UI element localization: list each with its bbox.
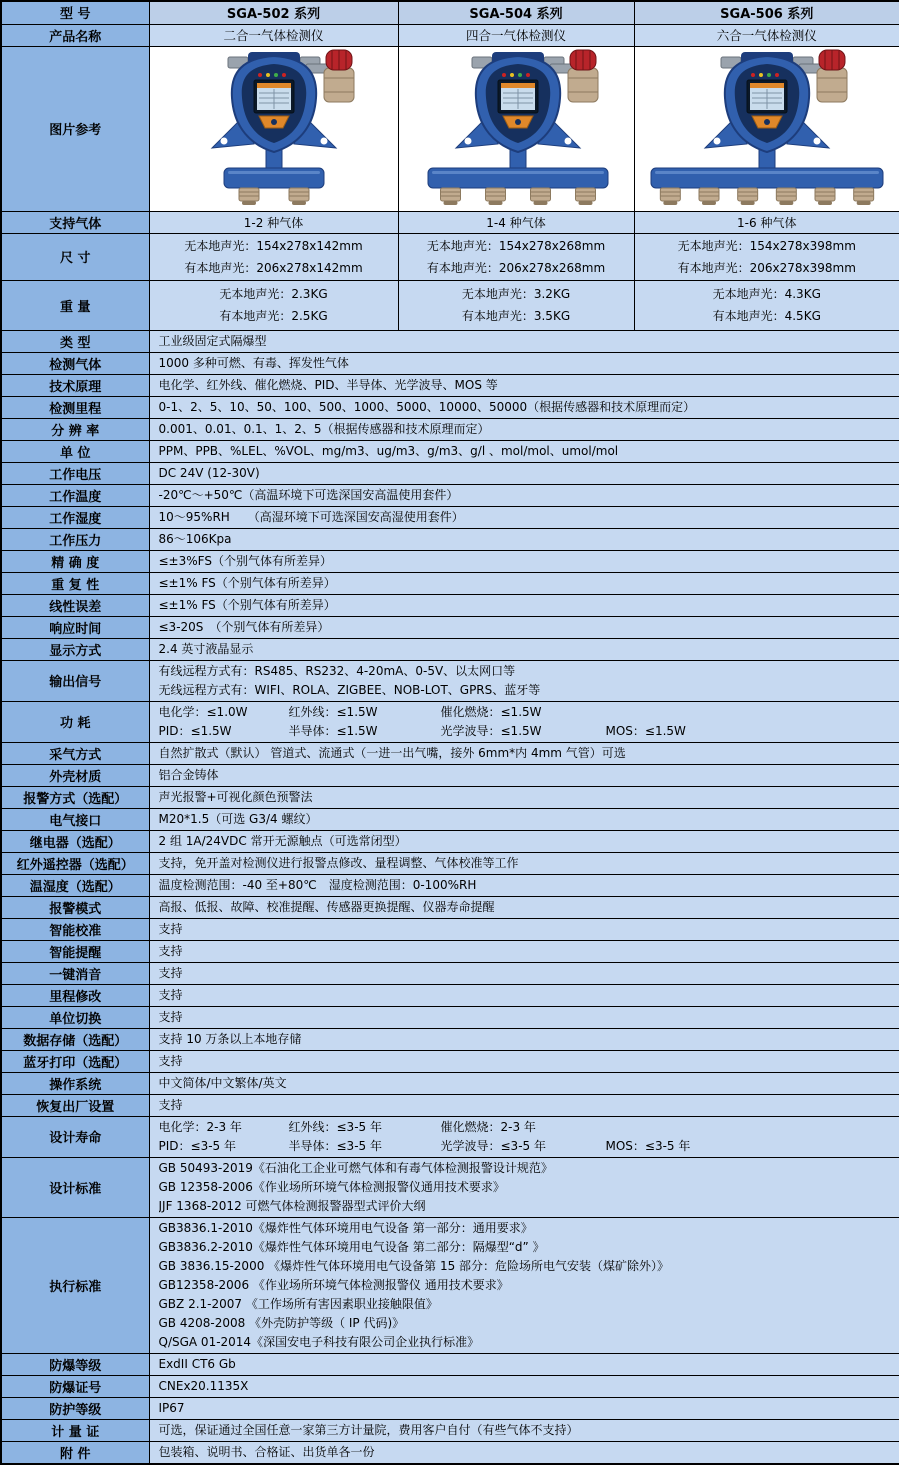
row-value (149, 638, 899, 660)
value-line (159, 1137, 891, 1156)
row-label: 采气方式 (1, 742, 149, 764)
row-label: 继电器（选配） (1, 830, 149, 852)
value-line: 0.001、0.01、0.1、1、2、5（根据传感器和技术原理而定） (158, 421, 490, 436)
weight-row-label: 重 量 (1, 280, 149, 330)
value-line: GB 3836.15-2000 《爆炸性气体环境用电气设备第 15 部分：危险场所电气安装（煤矿除外）》 (158, 1258, 670, 1273)
row-value (149, 1353, 899, 1375)
value-line: 温度检测范围：-40 至+80℃ 湿度检测范围：0-100%RH (158, 877, 477, 892)
product-image-sga-502 (156, 48, 392, 206)
row-value (149, 808, 899, 830)
row-label: 温湿度（选配） (1, 874, 149, 896)
value-line: 支持 (158, 965, 183, 980)
value-line: 支持 10 万条以上本地存储 (158, 1031, 302, 1046)
value-line: GB 50493-2019《石油化工企业可燃气体和有毒气体检测报警设计规范》 (158, 1160, 553, 1175)
table-row (1, 506, 899, 528)
table-row (1, 808, 899, 830)
product-row-label: 产品名称 (1, 24, 149, 46)
value-line: ≤±1% FS（个别气体有所差异） (158, 597, 336, 612)
value-line: 声光报警+可视化颜色预警法 (158, 789, 313, 804)
table-row (1, 1157, 899, 1217)
row-label: 防爆等级 (1, 1353, 149, 1375)
value-segment: 半导体：≤3-5 年 (288, 1138, 382, 1153)
table-row (1, 874, 899, 896)
row-label: 防护等级 (1, 1397, 149, 1419)
row-value (149, 484, 899, 506)
value-segment: PID：≤1.5W (158, 723, 232, 738)
table-row (1, 1094, 899, 1116)
table-row (1, 852, 899, 874)
row-label: 检测气体 (1, 352, 149, 374)
row-value (149, 1375, 899, 1397)
row-label: 工作压力 (1, 528, 149, 550)
gas-row-label: 支持气体 (1, 211, 149, 233)
value-line: 电化学、红外线、催化燃烧、PID、半导体、光学波导、MOS 等 (158, 377, 498, 392)
table-row (1, 1353, 899, 1375)
row-label: 精 确 度 (1, 550, 149, 572)
row-label: 响应时间 (1, 616, 149, 638)
gas-count-2: 1-4 种气体 (398, 211, 634, 233)
value-line: JJF 1368-2012 可燃气体检测报警器型式评价大纲 (158, 1198, 426, 1213)
table-row (1, 1028, 899, 1050)
weight-3 (634, 280, 899, 330)
size-row (1, 233, 899, 280)
table-row (1, 528, 899, 550)
table-row (1, 638, 899, 660)
value-line: 支持，免开盖对检测仪进行报警点修改、量程调整、气体校准等工作 (158, 855, 519, 870)
value-line: 无本地声光：154x278x268mm (426, 238, 606, 253)
value-segment: 红外线：≤3-5 年 (288, 1119, 382, 1134)
row-value (149, 962, 899, 984)
row-label: 智能提醒 (1, 940, 149, 962)
value-line: GB3836.1-2010《爆炸性气体环境用电气设备 第一部分：通用要求》 (158, 1220, 533, 1235)
row-value (149, 418, 899, 440)
row-label: 分 辨 率 (1, 418, 149, 440)
value-line: 包装箱、说明书、合格证、出货单各一份 (158, 1444, 375, 1459)
row-value (149, 616, 899, 638)
value-segment: 电化学：2-3 年 (158, 1119, 242, 1134)
row-label: 输出信号 (1, 660, 149, 701)
row-label: 数据存储（选配） (1, 1028, 149, 1050)
row-label: 计 量 证 (1, 1419, 149, 1441)
row-label: 设计寿命 (1, 1116, 149, 1157)
row-label: 操作系统 (1, 1072, 149, 1094)
row-value (149, 352, 899, 374)
value-segment: 催化燃烧：≤1.5W (440, 704, 542, 719)
row-value (149, 660, 899, 701)
table-row (1, 330, 899, 352)
value-line: 无线远程方式有：WIFI、ROLA、ZIGBEE、NOB-LOT、GPRS、蓝牙等 (158, 682, 541, 697)
value-line: 有线远程方式有：RS485、RS232、4-20mA、0-5V、以太网口等 (158, 663, 516, 678)
row-label: 线性误差 (1, 594, 149, 616)
value-line: DC 24V (12-30V) (158, 465, 260, 480)
row-value (149, 1217, 899, 1353)
value-segment: PID：≤3-5 年 (158, 1138, 236, 1153)
image-row-label: 图片参考 (1, 46, 149, 211)
row-label: 报警模式 (1, 896, 149, 918)
value-segment: MOS：≤3-5 年 (605, 1138, 691, 1153)
value-line: 高报、低报、故障、校准提醒、传感器更换提醒、仪器寿命提醒 (158, 899, 495, 914)
row-value (149, 1094, 899, 1116)
table-row (1, 1441, 899, 1464)
size-row-label: 尺 寸 (1, 233, 149, 280)
row-label: 单 位 (1, 440, 149, 462)
row-label: 电气接口 (1, 808, 149, 830)
value-line: 0-1、2、5、10、50、100、500、1000、5000、10000、50000（根据传感器和技术原理而定） (158, 399, 696, 414)
value-line: 自然扩散式（默认） 管道式、流通式（一进一出气嘴，接外 6mm*内 4mm 气管）可选 (158, 745, 626, 760)
row-value (149, 984, 899, 1006)
table-row (1, 1050, 899, 1072)
row-value (149, 1397, 899, 1419)
image-row (1, 46, 899, 211)
row-value (149, 940, 899, 962)
row-label: 防爆证号 (1, 1375, 149, 1397)
table-row (1, 462, 899, 484)
value-line: -20℃～+50℃（高温环境下可选深国安高温使用套件） (158, 487, 459, 502)
value-line: ≤3-20S （个别气体有所差异） (158, 619, 330, 634)
series-sga-504: SGA-504 系列 (398, 1, 634, 24)
row-label: 附 件 (1, 1441, 149, 1464)
table-row (1, 830, 899, 852)
row-label: 里程修改 (1, 984, 149, 1006)
value-line: Q/SGA 01-2014《深国安电子科技有限公司企业执行标准》 (158, 1334, 480, 1349)
table-row (1, 962, 899, 984)
product-name-1: 二合一气体检测仪 (149, 24, 398, 46)
row-value (149, 918, 899, 940)
value-segment: 光学波导：≤1.5W (440, 723, 542, 738)
image-cell-3 (634, 46, 899, 211)
table-row (1, 701, 899, 742)
table-row (1, 918, 899, 940)
table-row (1, 550, 899, 572)
table-row (1, 1375, 899, 1397)
row-label: 单位切换 (1, 1006, 149, 1028)
row-label: 工作电压 (1, 462, 149, 484)
table-row (1, 374, 899, 396)
row-value (149, 440, 899, 462)
row-label: 蓝牙打印（选配） (1, 1050, 149, 1072)
table-row (1, 484, 899, 506)
row-value (149, 506, 899, 528)
value-line: 支持 (158, 1053, 183, 1068)
value-line: 有本地声光：206x278x268mm (426, 260, 606, 275)
table-row (1, 572, 899, 594)
value-line: 2 组 1A/24VDC 常开无源触点（可选常闭型） (158, 833, 407, 848)
row-value (149, 528, 899, 550)
value-line: ≤±3%FS（个别气体有所差异） (158, 553, 332, 568)
row-value (149, 594, 899, 616)
row-value (149, 1441, 899, 1464)
row-label: 报警方式（选配） (1, 786, 149, 808)
value-line: 支持 (158, 987, 183, 1002)
value-line: 无本地声光：154x278x142mm (184, 238, 363, 253)
row-value (149, 1072, 899, 1094)
model-row-label: 型 号 (1, 1, 149, 24)
table-row (1, 1006, 899, 1028)
value-line: 有本地声光：3.5KG (461, 309, 571, 323)
weight-1 (149, 280, 398, 330)
value-line (159, 722, 891, 741)
value-line: GB 12358-2006《作业场所环境气体检测报警仪通用技术要求》 (158, 1179, 505, 1194)
value-segment: 红外线：≤1.5W (288, 704, 378, 719)
value-line: 无本地声光：154x278x398mm (677, 238, 856, 253)
table-row (1, 1397, 899, 1419)
table-row (1, 660, 899, 701)
value-line: 工业级固定式隔爆型 (158, 333, 267, 348)
table-row (1, 1419, 899, 1441)
table-row (1, 1217, 899, 1353)
row-value (149, 374, 899, 396)
image-cell-1 (149, 46, 398, 211)
table-row (1, 742, 899, 764)
row-value (149, 764, 899, 786)
value-line (159, 1118, 891, 1137)
value-segment: 半导体：≤1.5W (288, 723, 378, 738)
product-image-sga-506 (649, 48, 885, 206)
table-row (1, 786, 899, 808)
value-line: 有本地声光：206x278x398mm (677, 260, 856, 275)
row-label: 外壳材质 (1, 764, 149, 786)
value-line: GB 4208-2008 《外壳防护等级（ IP 代码)》 (158, 1315, 405, 1330)
value-line: GB3836.2-2010《爆炸性气体环境用电气设备 第二部分：隔爆型“d” 》 (158, 1239, 545, 1254)
size-3 (634, 233, 899, 280)
row-value (149, 742, 899, 764)
value-line: 支持 (158, 1009, 183, 1024)
row-value (149, 830, 899, 852)
size-1 (149, 233, 398, 280)
row-label: 恢复出厂设置 (1, 1094, 149, 1116)
product-image-sga-504 (400, 48, 636, 206)
gas-count-3: 1-6 种气体 (634, 211, 899, 233)
value-line: GB12358-2006 《作业场所环境气体检测报警仪 通用技术要求》 (158, 1277, 509, 1292)
value-segment: 催化燃烧：2-3 年 (440, 1119, 536, 1134)
row-label: 重 复 性 (1, 572, 149, 594)
value-line: GBZ 2.1-2007 《工作场所有害因素职业接触限值》 (158, 1296, 438, 1311)
table-row (1, 418, 899, 440)
value-line (159, 703, 891, 722)
weight-row (1, 280, 899, 330)
row-value (149, 330, 899, 352)
value-line: 有本地声光：206x278x142mm (184, 260, 363, 275)
table-row (1, 352, 899, 374)
row-value (149, 1028, 899, 1050)
size-2 (398, 233, 634, 280)
value-line: 10～95%RH （高湿环境下可选深国安高湿使用套件） (158, 509, 464, 524)
row-value (149, 1157, 899, 1217)
row-label: 技术原理 (1, 374, 149, 396)
value-line: 支持 (158, 1097, 183, 1112)
product-name-2: 四合一气体检测仪 (398, 24, 634, 46)
row-value (149, 462, 899, 484)
table-row (1, 396, 899, 418)
row-value (149, 896, 899, 918)
value-line: 中文简体/中文繁体/英文 (158, 1075, 287, 1090)
row-label: 工作湿度 (1, 506, 149, 528)
value-line: 有本地声光：4.5KG (712, 309, 821, 323)
value-segment: MOS：≤1.5W (605, 723, 686, 738)
row-value (149, 1419, 899, 1441)
gas-count-row (1, 211, 899, 233)
row-value (149, 852, 899, 874)
series-sga-506: SGA-506 系列 (634, 1, 899, 24)
value-line: CNEx20.1135X (158, 1378, 249, 1393)
row-value (149, 1116, 899, 1157)
value-line: 无本地声光：2.3KG (219, 287, 328, 301)
row-label: 功 耗 (1, 701, 149, 742)
table-row (1, 896, 899, 918)
value-line: 1000 多种可燃、有毒、挥发性气体 (158, 355, 349, 370)
model-row (1, 1, 899, 24)
row-label: 一键消音 (1, 962, 149, 984)
value-line: 无本地声光：3.2KG (461, 287, 571, 301)
row-label: 红外遥控器（选配） (1, 852, 149, 874)
value-line: ExdII CT6 Gb (158, 1356, 236, 1371)
value-segment: 电化学：≤1.0W (158, 704, 248, 719)
value-line: 无本地声光：4.3KG (712, 287, 821, 301)
row-label: 检测里程 (1, 396, 149, 418)
value-line: 铝合金铸体 (158, 767, 219, 782)
row-label: 工作温度 (1, 484, 149, 506)
table-row (1, 594, 899, 616)
value-line: M20*1.5（可选 G3/4 螺纹） (158, 811, 318, 826)
row-label: 设计标准 (1, 1157, 149, 1217)
row-value (149, 396, 899, 418)
table-row (1, 440, 899, 462)
row-value (149, 874, 899, 896)
image-cell-2 (398, 46, 634, 211)
row-value (149, 572, 899, 594)
value-line: 可选，保证通过全国任意一家第三方计量院，费用客户自付（有些气体不支持） (158, 1422, 579, 1437)
value-line: IP67 (158, 1400, 185, 1415)
value-line: 有本地声光：2.5KG (219, 309, 328, 323)
value-segment: 光学波导：≤3-5 年 (440, 1138, 546, 1153)
row-label: 智能校准 (1, 918, 149, 940)
table-row (1, 764, 899, 786)
value-line: ≤±1% FS（个别气体有所差异） (158, 575, 336, 590)
value-line: 2.4 英寸液晶显示 (158, 641, 254, 656)
row-value (149, 1050, 899, 1072)
value-line: PPM、PPB、%LEL、%VOL、mg/m3、ug/m3、g/m3、g/l 、mol/mol、umol/mol (158, 443, 619, 458)
gas-count-1: 1-2 种气体 (149, 211, 398, 233)
table-row (1, 616, 899, 638)
table-row (1, 1072, 899, 1094)
value-line: 支持 (158, 921, 183, 936)
row-value (149, 550, 899, 572)
value-line: 86～106Kpa (158, 531, 232, 546)
row-label: 类 型 (1, 330, 149, 352)
product-name-row (1, 24, 899, 46)
row-value (149, 1006, 899, 1028)
row-label: 执行标准 (1, 1217, 149, 1353)
row-value (149, 701, 899, 742)
product-name-3: 六合一气体检测仪 (634, 24, 899, 46)
weight-2 (398, 280, 634, 330)
row-label: 显示方式 (1, 638, 149, 660)
table-row (1, 1116, 899, 1157)
series-sga-502: SGA-502 系列 (149, 1, 398, 24)
table-row (1, 940, 899, 962)
row-value (149, 786, 899, 808)
table-row (1, 984, 899, 1006)
value-line: 支持 (158, 943, 183, 958)
